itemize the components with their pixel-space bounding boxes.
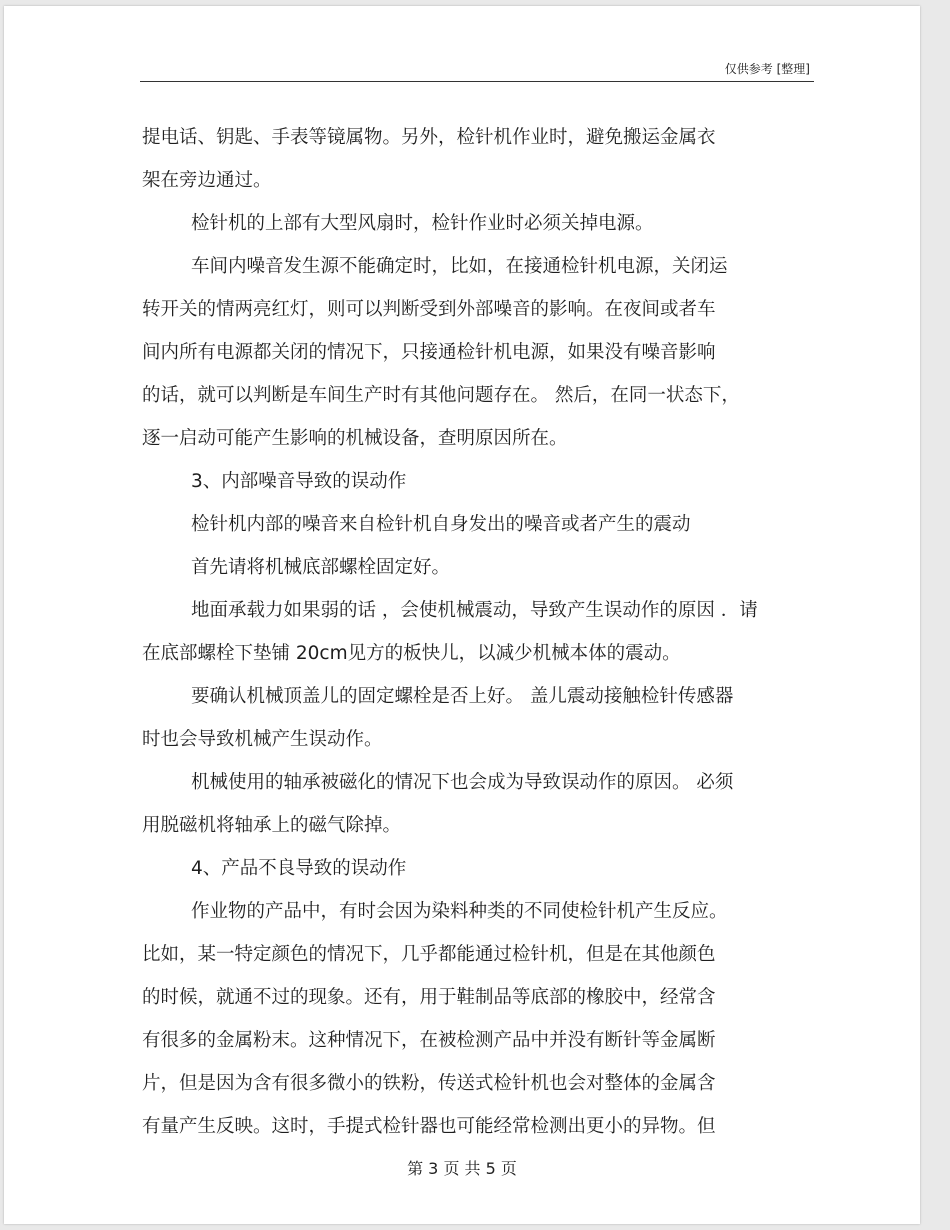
text-line: 架在旁边通过。 xyxy=(142,170,272,191)
text-line: 的时候，就通不过的现象。还有，用于鞋制品等底部的橡胶中，经常含 xyxy=(142,987,716,1008)
text-line: 比如，某一特定颜色的情况下，几乎都能通过检针机，但是在其他颜色 xyxy=(142,944,716,965)
text-line: 首先请将机械底部螺栓固定好。 xyxy=(191,557,451,578)
text-line: 提电话、钥匙、手表等镜属物。另外，检针机作业时，避免搬运金属衣 xyxy=(142,127,716,148)
text-line: 地面承载力如果弱的话 ，会使机械震动，导致产生误动作的原因 ．请 xyxy=(191,600,758,621)
text-line: 用脱磁机将轴承上的磁气除掉。 xyxy=(142,815,402,836)
text-line: 逐一启动可能产生影响的机械设备，查明原因所在。 xyxy=(142,428,568,449)
header-tag: [整理] xyxy=(776,62,810,76)
text-line: 车间内噪音发生源不能确定时，比如，在接通检针机电源，关闭运 xyxy=(191,256,728,277)
text-line: 4、产品不良导致的误动作 xyxy=(191,858,407,879)
page-footer: 第 3 页 共 5 页 xyxy=(407,1159,517,1178)
text-line: 转开关的情两亮红灯，则可以判断受到外部噪音的影响。在夜间或者车 xyxy=(142,299,716,320)
text-line: 有很多的金属粉末。这种情况下，在被检测产品中并没有断针等金属断 xyxy=(142,1030,716,1051)
text-line: 有量产生反映。这时，手提式检针器也可能经常检测出更小的异物。但 xyxy=(142,1116,716,1137)
text-line: 机械使用的轴承被磁化的情况下也会成为导致误动作的原因。 必须 xyxy=(191,772,734,793)
text-line: 检针机内部的噪音来自检针机自身发出的噪音或者产生的震动 xyxy=(191,514,691,535)
text-line: 时也会导致机械产生误动作。 xyxy=(142,729,383,750)
text-line: 3、内部噪音导致的误动作 xyxy=(191,471,407,492)
text-line: 检针机的上部有大型风扇时，检针作业时必须关掉电源。 xyxy=(191,213,654,234)
text-line: 要确认机械顶盖儿的固定螺栓是否上好。 盖儿震动接触检针传感器 xyxy=(191,686,734,707)
document-page xyxy=(4,6,920,1224)
page-header xyxy=(725,60,810,77)
document-body xyxy=(142,116,822,1148)
text-line: 间内所有电源都关闭的情况下，只接通检针机电源，如果没有噪音影响 xyxy=(142,342,716,363)
header-divider xyxy=(140,81,814,82)
text-line: 片，但是因为含有很多微小的铁粉，传送式检针机也会对整体的金属含 xyxy=(142,1073,716,1094)
header-label: 仅供参考 xyxy=(724,62,773,76)
text-line: 的话，就可以判断是车间生产时有其他问题存在。 然后，在同一状态下， xyxy=(142,385,740,406)
text-line: 在底部螺栓下垫铺 20cm见方的板快儿，以减少机械本体的震动。 xyxy=(142,643,681,664)
text-line: 作业物的产品中，有时会因为染料种类的不同使检针机产生反应。 xyxy=(191,901,728,922)
